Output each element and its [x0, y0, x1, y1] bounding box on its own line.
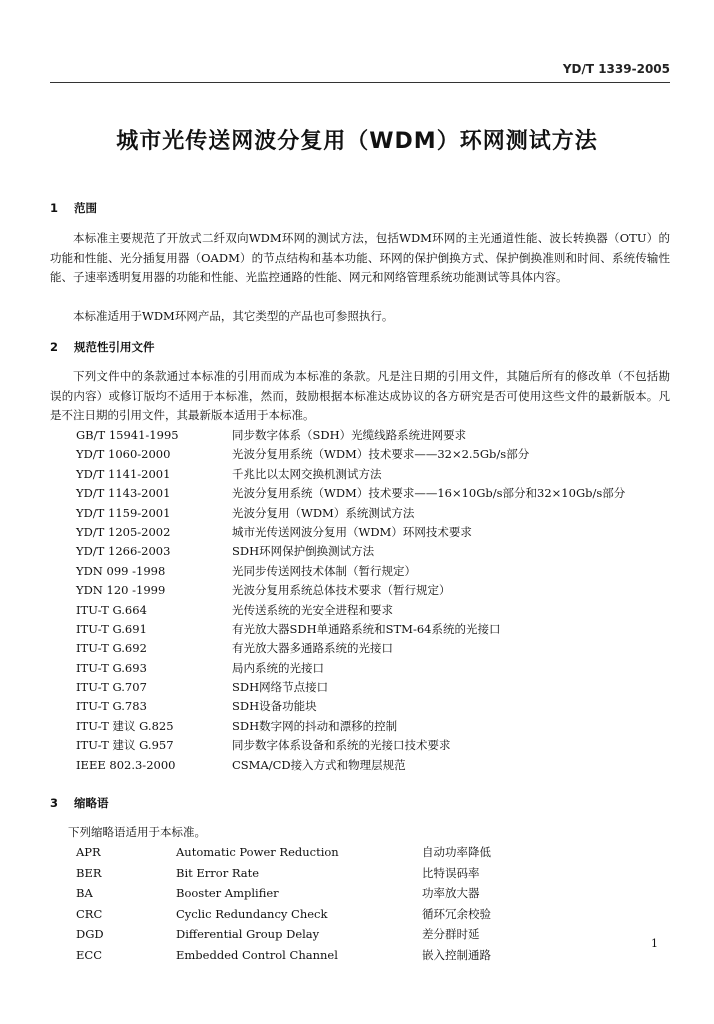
section-3-intro: 下列缩略语适用于本标准。: [68, 825, 206, 839]
reference-title: CSMA/CD接入方式和物理层规范: [232, 757, 406, 772]
reference-item: [76, 465, 625, 484]
section-number: 1: [50, 201, 59, 215]
reference-title: 同步数字体系（SDH）光缆线路系统进网要求: [232, 428, 467, 442]
reference-item: [76, 736, 625, 755]
header-rule: [50, 82, 670, 83]
abbreviation-english: Differential Group Delay: [176, 927, 320, 941]
section-3-heading: [50, 795, 109, 811]
section-1-paragraph-2: 本标准适用于WDM环网产品，其它类型的产品也可参照执行。: [73, 309, 394, 323]
abbreviation-item: [76, 883, 491, 904]
reference-title: 有光放大器SDH单通路系统和STM-64系统的光接口: [232, 621, 501, 636]
abbreviation-english: Booster Amplifier: [176, 886, 279, 900]
abbreviation-chinese: 自动功率降低: [422, 845, 491, 859]
reference-item: [76, 484, 625, 503]
abbreviation-item: [76, 842, 491, 863]
reference-title: 光波分复用系统（WDM）技术要求——32×2.5Gb/s部分: [232, 447, 530, 462]
reference-title: 光同步传送网技术体制（暂行规定）: [232, 563, 416, 578]
abbreviation-list: [76, 842, 491, 965]
reference-code: YD/T 1159-2001: [76, 505, 171, 520]
reference-code: ITU-T G.707: [76, 680, 147, 695]
reference-code: ITU-T G.692: [76, 641, 147, 656]
abbreviation: DGD: [76, 927, 104, 941]
reference-title: SDH环网保护倒换测试方法: [232, 544, 375, 559]
reference-code: YD/T 1060-2000: [76, 447, 171, 462]
document-title: 城市光传送网波分复用（WDM）环网测试方法: [116, 129, 598, 154]
reference-item: [76, 581, 625, 600]
abbreviation: CRC: [76, 906, 103, 921]
abbreviation-english: Automatic Power Reduction: [176, 845, 339, 859]
abbreviation-chinese: 差分群时延: [422, 927, 480, 941]
section-number: 3: [50, 796, 59, 810]
page-number: 1: [651, 937, 658, 950]
abbreviation-item: [76, 945, 491, 966]
reference-item: [76, 659, 625, 678]
reference-code: ITU-T G.691: [76, 621, 147, 636]
abbreviation-item: [76, 904, 491, 925]
reference-item: [76, 620, 625, 639]
section-number: 2: [50, 340, 59, 354]
section-1-heading: [50, 200, 97, 216]
reference-code: YD/T 1143-2001: [76, 486, 171, 501]
reference-item: [76, 756, 625, 775]
abbreviation-chinese: 比特误码率: [422, 865, 480, 880]
abbreviation-item: [76, 863, 491, 884]
reference-title: SDH网络节点接口: [232, 680, 329, 695]
reference-item: [76, 523, 625, 542]
section-2-intro: 下列文件中的条款通过本标准的引用而成为本标准的条款。凡是注日期的引用文件，其随后所有的修改单（不包括勘误的内容）或修订版均不适用于本标准，然而，鼓励根据本标准达成协议的各方研究是否可使用这些文件的最新版本。凡是不注日期的引用文件，其最新版本适用于本标准。: [50, 369, 670, 422]
reference-code: ITU-T G.664: [76, 602, 147, 617]
reference-code: YD/T 1141-2001: [76, 466, 171, 481]
reference-title: 千兆比以太网交换机测试方法: [232, 466, 382, 481]
reference-item: [76, 601, 625, 620]
reference-code: YDN 099 -1998: [76, 563, 166, 578]
reference-item: [76, 542, 625, 561]
reference-item: [76, 562, 625, 581]
reference-code: GB/T 15941-1995: [76, 428, 179, 442]
reference-title: 有光放大器多通路系统的光接口: [232, 641, 393, 656]
abbreviation-chinese: 循环冗余校验: [422, 906, 491, 921]
abbreviation: BER: [76, 865, 102, 880]
abbreviation-english: Embedded Control Channel: [176, 947, 338, 962]
reference-code: YD/T 1266-2003: [76, 544, 171, 559]
abbreviation-chinese: 嵌入控制通路: [422, 947, 491, 962]
reference-code: YDN 120 -1999: [76, 583, 166, 598]
reference-item: [76, 639, 625, 658]
reference-title: 城市光传送网波分复用（WDM）环网技术要求: [232, 524, 472, 539]
section-2-heading: [50, 339, 155, 355]
reference-code: YD/T 1205-2002: [76, 524, 171, 539]
abbreviation: ECC: [76, 947, 102, 962]
section-1-paragraph-1: 本标准主要规范了开放式二纤双向WDM环网的测试方法，包括WDM环网的主光通道性能、波长转换器（OTU）的功能和性能、光分插复用器（OADM）的节点结构和基本功能、环网的保护倒换方式、保护倒换准则和时间、系统传输性能、子速率透明复用器的功能和性能、光监控通路的性能、网元和网络管理系统功能测试等具体内容。: [50, 231, 670, 284]
standard-code: YD/T 1339-2005: [562, 62, 670, 76]
reference-code: ITU-T G.693: [76, 660, 147, 675]
reference-title: 光波分复用（WDM）系统测试方法: [232, 505, 415, 520]
reference-title: 光波分复用系统（WDM）技术要求——16×10Gb/s部分和32×10Gb/s部分: [232, 486, 626, 501]
reference-item: [76, 678, 625, 697]
reference-code: IEEE 802.3-2000: [76, 757, 176, 772]
section-title: 规范性引用文件: [74, 340, 155, 354]
section-title: 范围: [74, 201, 97, 215]
section-title: 缩略语: [74, 796, 109, 810]
abbreviation: BA: [76, 886, 93, 900]
reference-title: 光波分复用系统总体技术要求（暂行规定）: [232, 583, 451, 598]
abbreviation-english: Bit Error Rate: [176, 865, 260, 880]
reference-item: [76, 717, 625, 736]
reference-list: [76, 426, 625, 775]
abbreviation: APR: [76, 845, 101, 859]
reference-item: [76, 426, 625, 445]
abbreviation-chinese: 功率放大器: [422, 886, 480, 900]
reference-item: [76, 445, 625, 464]
reference-title: 局内系统的光接口: [232, 660, 324, 675]
reference-code: ITU-T 建议 G.825: [76, 718, 174, 733]
reference-title: 同步数字体系设备和系统的光接口技术要求: [232, 738, 451, 753]
reference-item: [76, 697, 625, 716]
reference-item: [76, 504, 625, 523]
abbreviation-english: Cyclic Redundancy Check: [176, 906, 328, 921]
reference-code: ITU-T 建议 G.957: [76, 738, 174, 753]
reference-code: ITU-T G.783: [76, 699, 147, 714]
reference-title: SDH数字网的抖动和漂移的控制: [232, 718, 398, 733]
abbreviation-item: [76, 924, 491, 945]
reference-title: SDH设备功能块: [232, 699, 317, 714]
reference-title: 光传送系统的光安全进程和要求: [232, 602, 393, 617]
